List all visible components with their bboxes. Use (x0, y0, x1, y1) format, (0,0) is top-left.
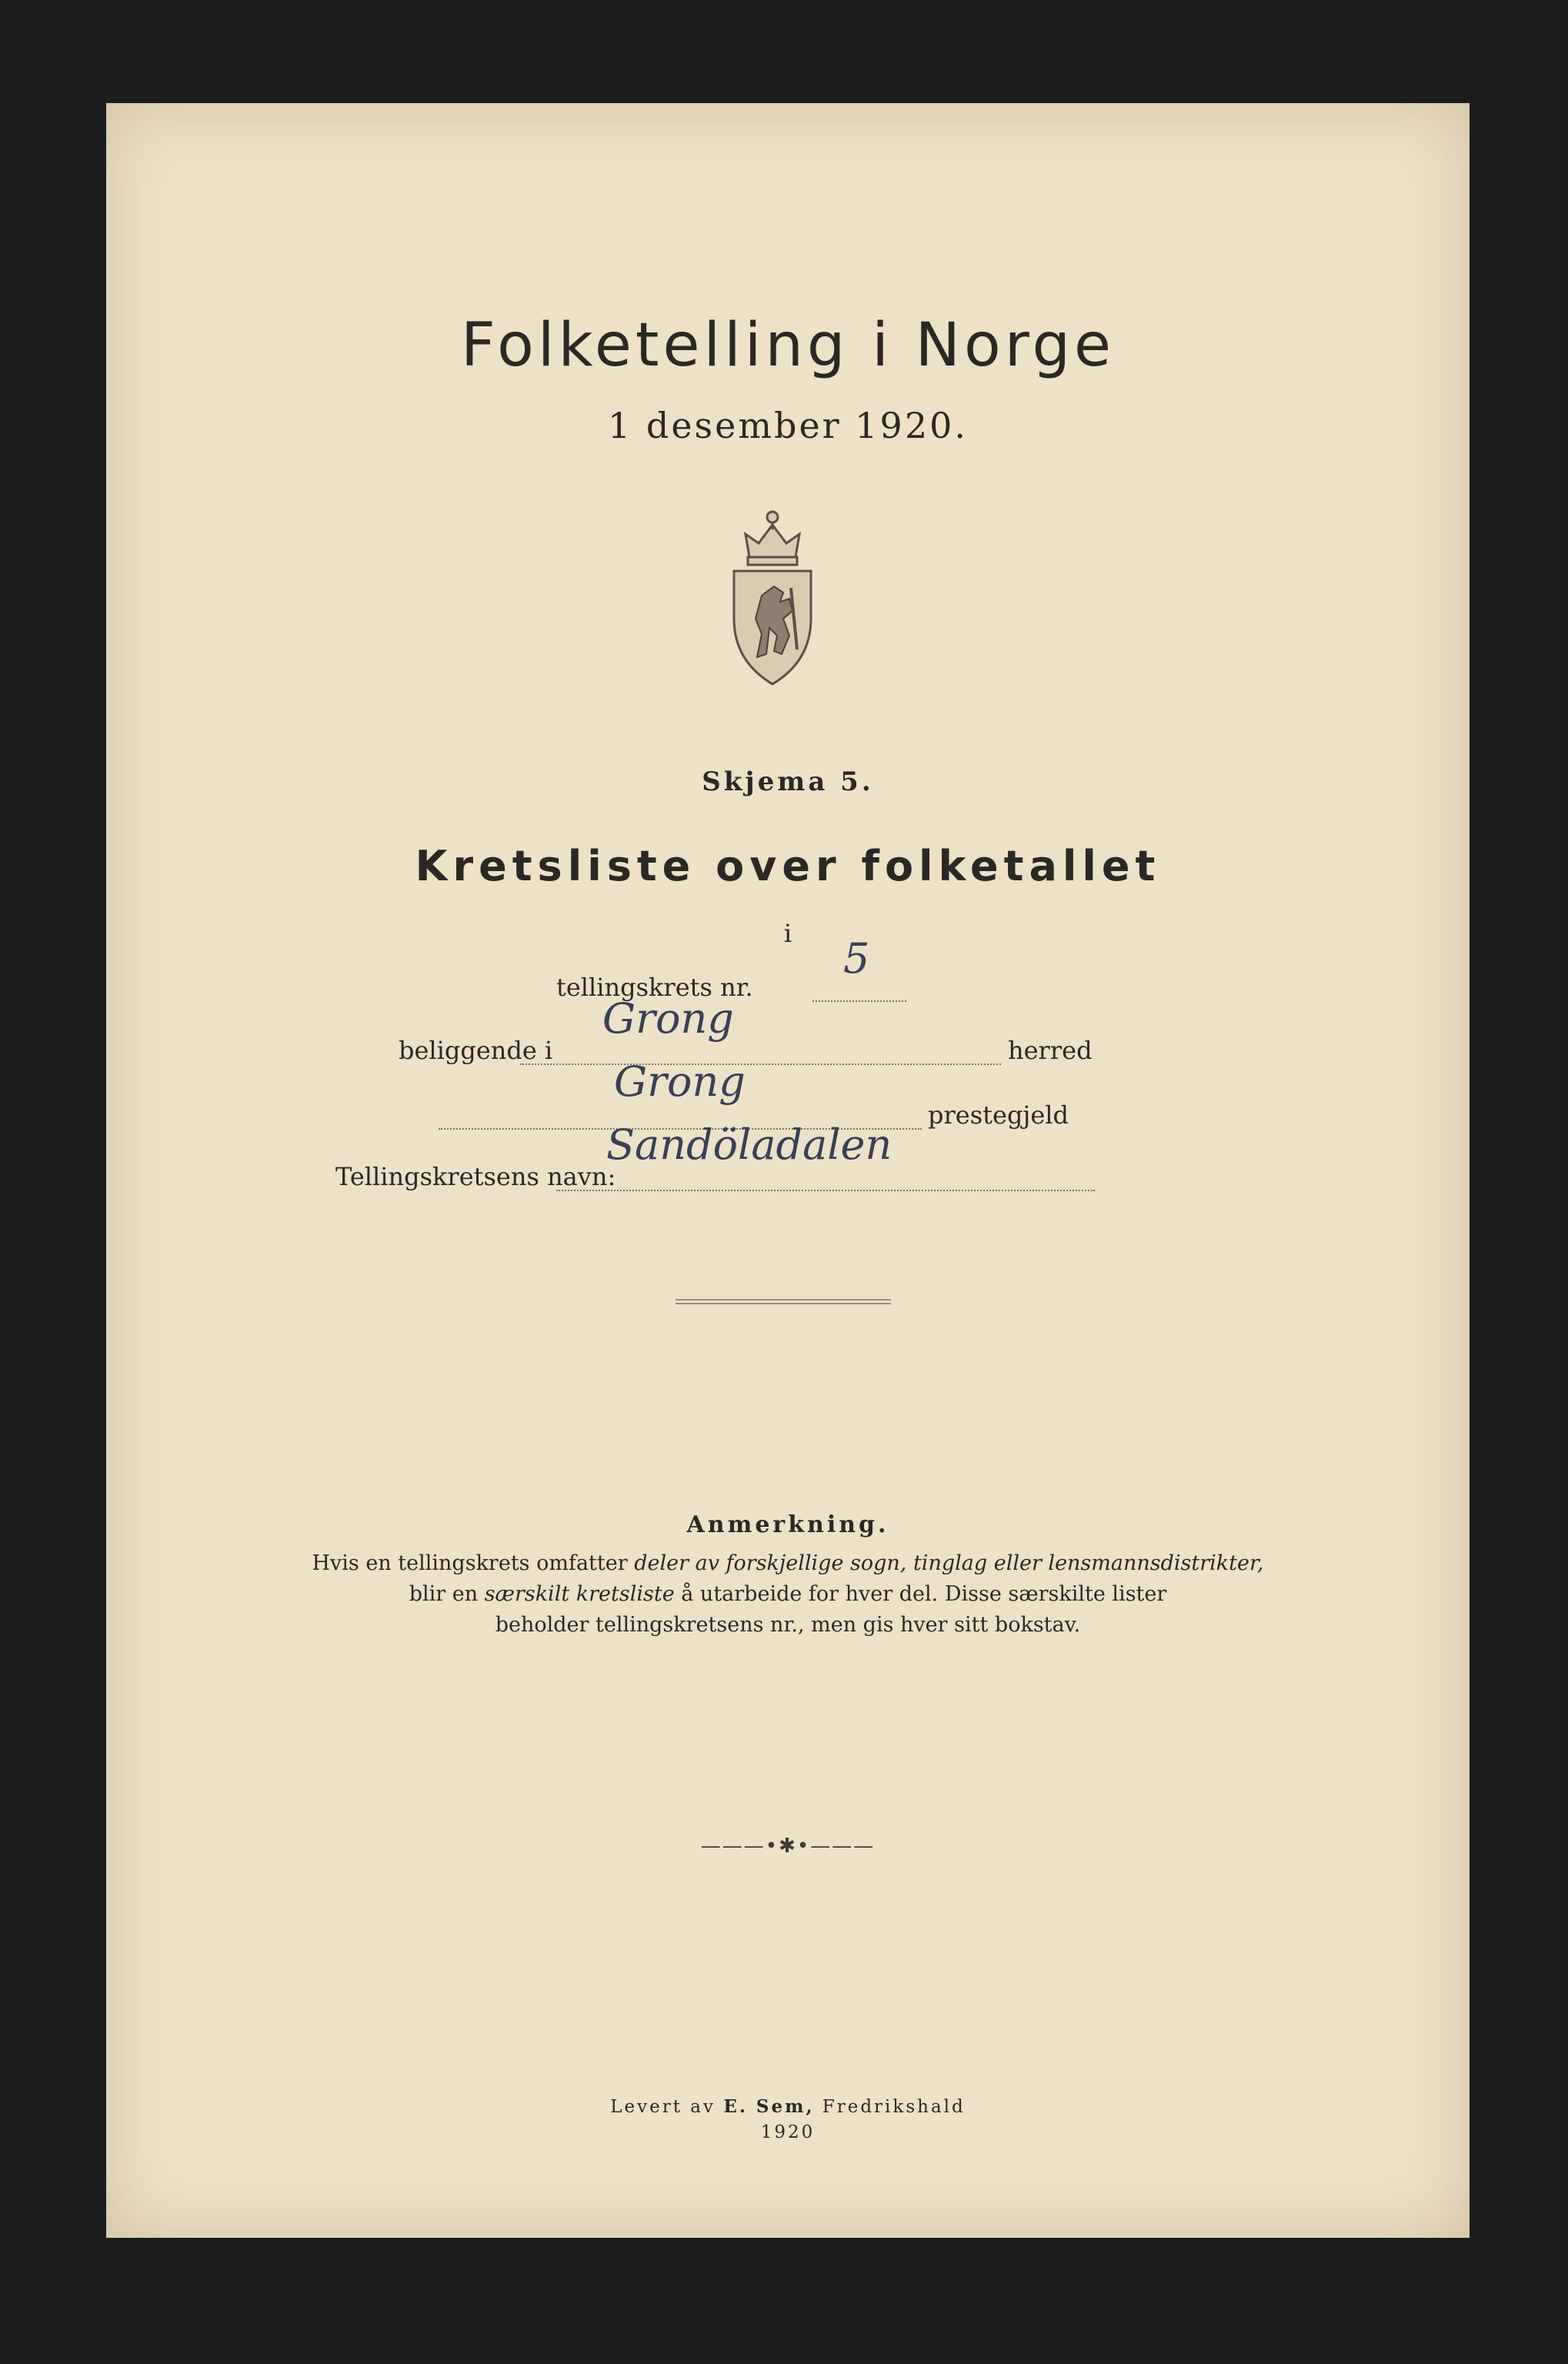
note-line-2-text-b: å utarbeide for hver del. Disse særskilte lister (674, 1582, 1167, 1606)
prestegjeld-value: Grong (614, 1057, 746, 1106)
census-form-page (106, 103, 1470, 2238)
printer-year: 1920 (760, 2122, 816, 2142)
note-line-2-emphasis: særskilt kretsliste (484, 1582, 675, 1606)
separator-rule (676, 1299, 891, 1304)
form-title: Kretsliste over folketallet (415, 842, 1161, 890)
note-line-2-text-a: blir en (409, 1582, 485, 1606)
herred-value: Grong (602, 994, 734, 1043)
prestegjeld-label: prestegjeld (928, 1100, 1069, 1130)
note-line-3: beholder tellingskretsens nr., men gis hver sitt bokstav. (495, 1613, 1081, 1637)
ornament-divider: ———•✱•——— (700, 1835, 876, 1858)
printer-name: E. Sem, (723, 2096, 815, 2117)
note-heading: Anmerkning. (686, 1511, 889, 1538)
herred-line (520, 1063, 1001, 1065)
census-date: 1 desember 1920. (608, 405, 968, 446)
navn-value: Sandöladalen (606, 1120, 892, 1169)
preposition-i: i (783, 919, 792, 948)
tellingskrets-value: 5 (843, 934, 870, 983)
norwegian-coat-of-arms-icon (726, 503, 819, 688)
tellingskrets-label: tellingskrets nr. (556, 973, 753, 1002)
note-line-1 (106, 1548, 1470, 1579)
note-line-1-emphasis: deler av forskjellige sogn, tinglag eller lensmannsdistrikter, (634, 1551, 1264, 1575)
navn-label: Tellingskretsens navn: (335, 1162, 616, 1191)
page-title: Folketelling i Norge (461, 311, 1115, 380)
printer-credit (106, 2096, 1470, 2117)
note-line-2 (106, 1579, 1470, 1610)
note-line-1-text: Hvis en tellingskrets omfatter (312, 1551, 635, 1575)
navn-line (556, 1190, 1095, 1191)
tellingskrets-line (812, 1000, 906, 1002)
printer-place: Fredrikshald (814, 2097, 966, 2117)
herred-label: herred (1008, 1036, 1093, 1065)
printer-prefix: Levert av (610, 2097, 724, 2117)
schema-number: Skjema 5. (702, 766, 874, 797)
beliggende-label: beliggende i (399, 1036, 553, 1065)
